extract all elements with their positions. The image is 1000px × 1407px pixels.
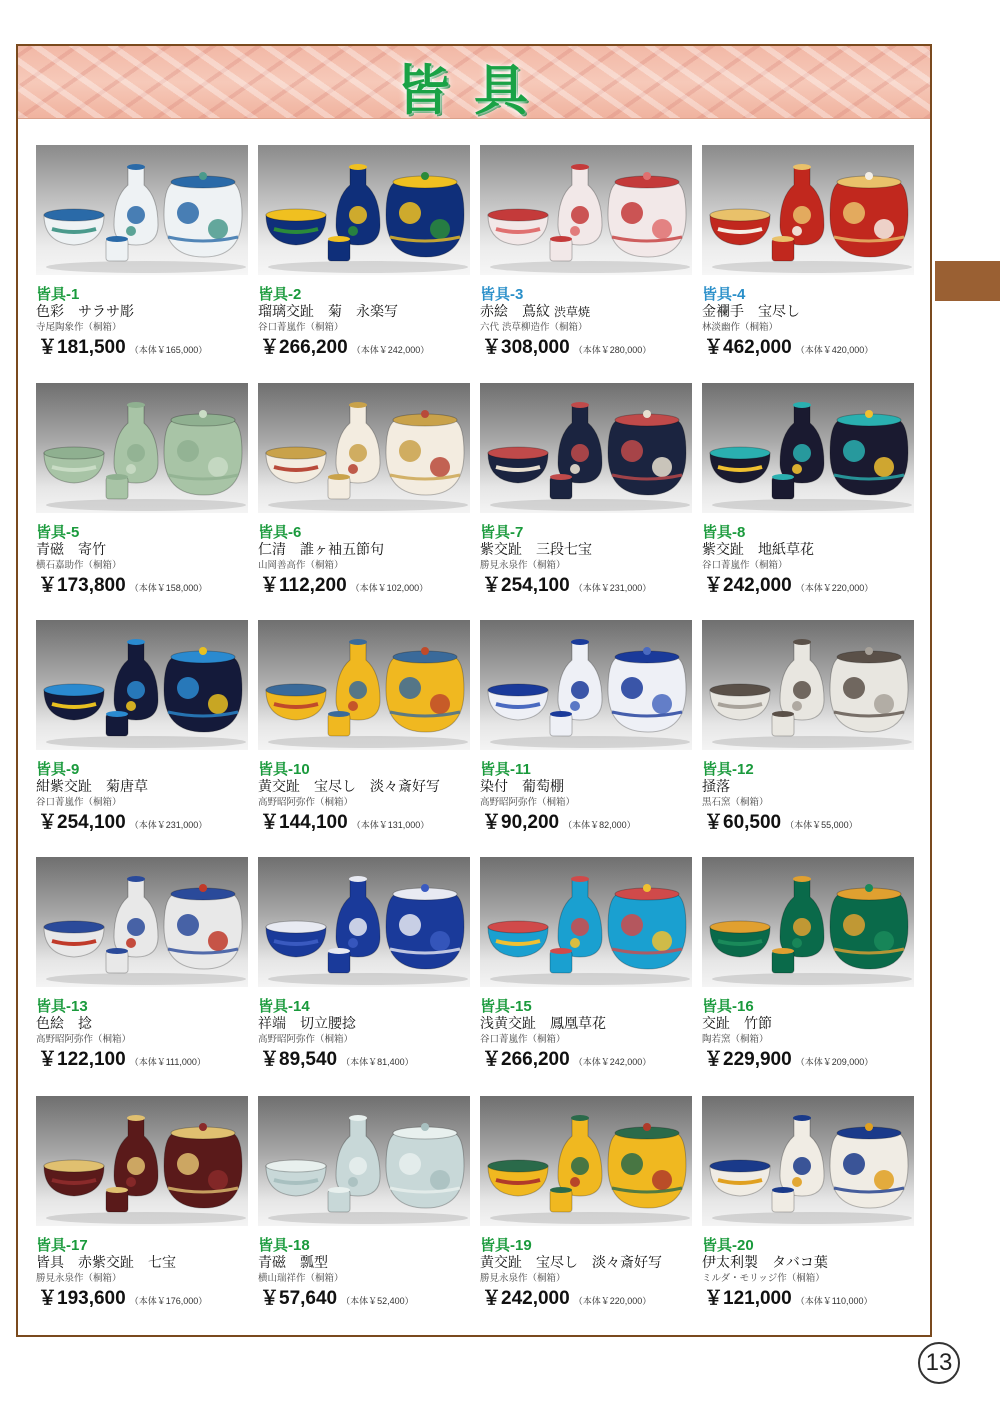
item-name [702,539,814,559]
item-name-text: 金襴手 宝尽し [702,304,800,320]
price-with-tax: ￥254,100 [38,812,126,833]
tea-set-illustration [258,857,470,987]
item-code: 皆具-2 [258,286,302,303]
item-name-text: 紫交趾 三段七宝 [480,542,592,558]
item-name [36,776,148,796]
page-number: 13 [918,1342,960,1384]
item-price [704,570,873,597]
price-with-tax: ￥121,000 [704,1288,792,1309]
item-code: 皆具-9 [36,761,80,778]
item-name [480,776,564,796]
item-price [482,1283,651,1310]
price-with-tax: ￥266,200 [260,337,348,358]
price-base: （本体￥220,000） [795,583,874,593]
product-card[interactable] [258,857,470,1070]
product-photo[interactable] [36,145,248,275]
tea-set-illustration [480,857,692,987]
tea-set-illustration [258,1096,470,1226]
tea-set-illustration [480,620,692,750]
item-name [36,301,134,321]
product-card[interactable] [702,383,914,596]
tea-set-illustration [702,620,914,750]
item-maker: 勝見永泉作（桐箱） [36,1273,122,1284]
item-name [702,301,800,321]
tea-set-illustration [36,620,248,750]
product-card[interactable] [258,145,470,358]
item-code: 皆具-6 [258,524,302,541]
tea-set-illustration [36,857,248,987]
product-card[interactable] [702,145,914,358]
item-price [482,807,636,834]
price-base: （本体￥158,000） [129,583,208,593]
product-photo[interactable] [258,620,470,750]
item-code: 皆具-17 [36,1237,88,1254]
item-name-text: 皆具 赤紫交趾 七宝 [36,1255,176,1271]
price-with-tax: ￥181,500 [38,337,126,358]
price-with-tax: ￥173,800 [38,575,126,596]
item-price [260,332,429,359]
product-photo[interactable] [702,1096,914,1226]
item-price [260,807,429,834]
tea-set-illustration [480,383,692,513]
item-code: 皆具-18 [258,1237,310,1254]
product-photo[interactable] [480,620,692,750]
item-code: 皆具-7 [480,524,524,541]
item-name [258,1252,328,1272]
item-name [258,301,398,321]
item-code: 皆具-4 [702,286,746,303]
item-maker: 高野昭阿弥作（桐箱） [36,1034,132,1045]
item-name-text: 色彩 サラサ彫 [36,304,134,320]
tea-set-illustration [36,145,248,275]
item-name-text: 瑠璃交趾 菊 永楽写 [258,304,398,320]
item-price [38,1283,207,1310]
item-code: 皆具-13 [36,998,88,1015]
tea-set-illustration [480,1096,692,1226]
item-maker: 高野昭阿弥作（桐箱） [258,797,354,808]
item-name-text: 青磁 瓢型 [258,1255,328,1271]
item-code: 皆具-20 [702,1237,754,1254]
price-with-tax: ￥122,100 [38,1049,126,1070]
price-with-tax: ￥193,600 [38,1288,126,1309]
price-with-tax: ￥242,000 [704,575,792,596]
item-price [38,332,207,359]
item-maker: 勝見永泉作（桐箱） [480,1273,566,1284]
price-base: （本体￥131,000） [351,820,430,830]
price-with-tax: ￥308,000 [482,337,570,358]
product-card[interactable] [258,383,470,596]
price-with-tax: ￥112,200 [260,575,347,596]
price-base: （本体￥81,400） [341,1057,414,1067]
item-name [36,1252,176,1272]
product-photo[interactable] [480,145,692,275]
item-price [482,570,651,597]
item-name [36,539,106,559]
price-base: （本体￥110,000） [795,1296,873,1306]
price-with-tax: ￥144,100 [260,812,348,833]
product-card[interactable] [480,620,692,833]
product-card[interactable] [702,857,914,1070]
tea-set-illustration [36,383,248,513]
item-name-text: 色絵 捻 [36,1016,92,1032]
item-code: 皆具-16 [702,998,754,1015]
price-base: （本体￥231,000） [573,583,652,593]
item-code: 皆具-15 [480,998,532,1015]
item-maker: 林淡幽作（桐箱） [702,322,779,333]
product-photo[interactable] [480,383,692,513]
item-name [702,776,730,796]
product-photo[interactable] [36,383,248,513]
item-name-text: 染付 葡萄棚 [480,779,564,795]
item-price [260,570,428,597]
tea-set-illustration [258,383,470,513]
product-card[interactable] [480,383,692,596]
item-name [480,1013,606,1033]
item-name [480,301,590,321]
product-card[interactable] [36,1096,248,1309]
product-card[interactable] [480,1096,692,1309]
price-with-tax: ￥89,540 [260,1049,338,1070]
item-code: 皆具-8 [702,524,746,541]
item-price [260,1044,414,1071]
item-price [38,807,207,834]
product-photo[interactable] [36,857,248,987]
item-name-text: 紫交趾 地紙草花 [702,542,814,558]
product-card[interactable] [702,1096,914,1309]
tea-set-illustration [702,145,914,275]
item-code: 皆具-12 [702,761,754,778]
product-card[interactable] [36,145,248,358]
item-maker: 谷口菁嵐作（桐箱） [702,560,788,571]
item-name-text: 仁清 誰ヶ袖五節句 [258,542,384,558]
item-maker: 谷口菁嵐作（桐箱） [480,1034,566,1045]
price-base: （本体￥111,000） [129,1057,206,1067]
price-with-tax: ￥57,640 [260,1288,338,1309]
item-price [704,332,873,359]
price-base: （本体￥102,000） [350,583,429,593]
product-photo[interactable] [480,857,692,987]
item-name-text: 紺紫交趾 菊唐草 [36,779,148,795]
item-name [258,776,440,796]
product-card[interactable] [480,857,692,1070]
item-code: 皆具-10 [258,761,310,778]
price-base: （本体￥52,400） [341,1296,414,1306]
product-card[interactable] [480,145,692,358]
item-code: 皆具-1 [36,286,80,303]
item-price [704,1283,873,1310]
product-photo[interactable] [702,383,914,513]
product-card[interactable] [36,620,248,833]
item-maker: ミルダ・モリッジ作（桐箱） [702,1273,825,1284]
product-photo[interactable] [36,620,248,750]
tea-set-illustration [36,1096,248,1226]
price-with-tax: ￥254,100 [482,575,570,596]
item-name-text: 浅黄交趾 鳳凰草花 [480,1016,606,1032]
tea-set-illustration [702,1096,914,1226]
item-maker: 黒石窯（桐箱） [702,797,769,808]
product-photo[interactable] [258,383,470,513]
item-name [258,1013,356,1033]
item-name-text: 黄交趾 宝尽し 淡々斎好写 [258,779,440,795]
item-maker: 高野昭阿弥作（桐箱） [480,797,576,808]
item-price [482,1044,651,1071]
item-name [480,539,592,559]
item-price [482,332,651,359]
item-name-sub: 渋草焼 [554,305,591,319]
item-maker: 横山瑞祥作（桐箱） [258,1273,344,1284]
tea-set-illustration [258,620,470,750]
item-name-text: 交趾 竹節 [702,1016,772,1032]
product-photo[interactable] [702,620,914,750]
tea-set-illustration [702,857,914,987]
price-base: （本体￥82,000） [563,820,636,830]
item-maker: 谷口菁嵐作（桐箱） [258,322,344,333]
price-base: （本体￥231,000） [129,820,208,830]
item-name [258,539,384,559]
item-name-text: 赤絵 蔦紋 [480,304,550,320]
tea-set-illustration [480,145,692,275]
item-price [704,1044,873,1071]
price-with-tax: ￥242,000 [482,1288,570,1309]
tea-set-illustration [258,145,470,275]
item-name [36,1013,92,1033]
price-base: （本体￥55,000） [785,820,858,830]
price-with-tax: ￥90,200 [482,812,560,833]
price-base: （本体￥176,000） [129,1296,208,1306]
price-base: （本体￥165,000） [129,345,208,355]
item-maker: 陶若窯（桐箱） [702,1034,769,1045]
product-photo[interactable] [36,1096,248,1226]
price-base: （本体￥280,000） [573,345,652,355]
item-maker: 谷口菁嵐作（桐箱） [36,797,122,808]
price-base: （本体￥220,000） [573,1296,652,1306]
price-with-tax: ￥60,500 [704,812,782,833]
item-code: 皆具-3 [480,286,524,303]
price-base: （本体￥420,000） [795,345,874,355]
item-name [702,1013,772,1033]
item-maker: 高野昭阿弥作（桐箱） [258,1034,354,1045]
item-maker: 横石嘉助作（桐箱） [36,560,122,571]
item-name-text: 青磁 寄竹 [36,542,106,558]
item-price [38,1044,206,1071]
product-card[interactable] [258,1096,470,1309]
item-code: 皆具-5 [36,524,80,541]
item-code: 皆具-14 [258,998,310,1015]
product-card[interactable] [258,620,470,833]
item-name [480,1252,662,1272]
title-banner [18,46,930,122]
page-title: 皆具 [396,58,552,122]
item-name-text: 伊太利製 タバコ葉 [702,1255,828,1271]
item-name-text: 掻落 [702,779,730,795]
price-base: （本体￥209,000） [795,1057,874,1067]
product-photo[interactable] [258,857,470,987]
price-with-tax: ￥462,000 [704,337,792,358]
price-base: （本体￥242,000） [573,1057,652,1067]
item-code: 皆具-19 [480,1237,532,1254]
product-photo[interactable] [702,857,914,987]
side-index-tab[interactable] [935,261,1000,301]
item-price [38,570,207,597]
tea-set-illustration [702,383,914,513]
product-card[interactable] [36,383,248,596]
item-name-text: 祥端 切立腰捻 [258,1016,356,1032]
product-card[interactable] [702,620,914,833]
price-base: （本体￥242,000） [351,345,430,355]
product-card[interactable] [36,857,248,1070]
item-maker: 勝見永泉作（桐箱） [480,560,566,571]
item-maker: 寺尾陶象作（桐箱） [36,322,122,333]
product-photo[interactable] [702,145,914,275]
item-price [704,807,858,834]
product-photo[interactable] [480,1096,692,1226]
product-photo[interactable] [258,145,470,275]
item-price [260,1283,414,1310]
price-with-tax: ￥266,200 [482,1049,570,1070]
item-maker: 六代 渋草柳造作（桐箱） [480,322,588,333]
item-name [702,1252,828,1272]
product-photo[interactable] [258,1096,470,1226]
price-with-tax: ￥229,900 [704,1049,792,1070]
item-name-text: 黄交趾 宝尽し 淡々斎好写 [480,1255,662,1271]
item-code: 皆具-11 [480,761,531,778]
item-maker: 山岡善高作（桐箱） [258,560,344,571]
